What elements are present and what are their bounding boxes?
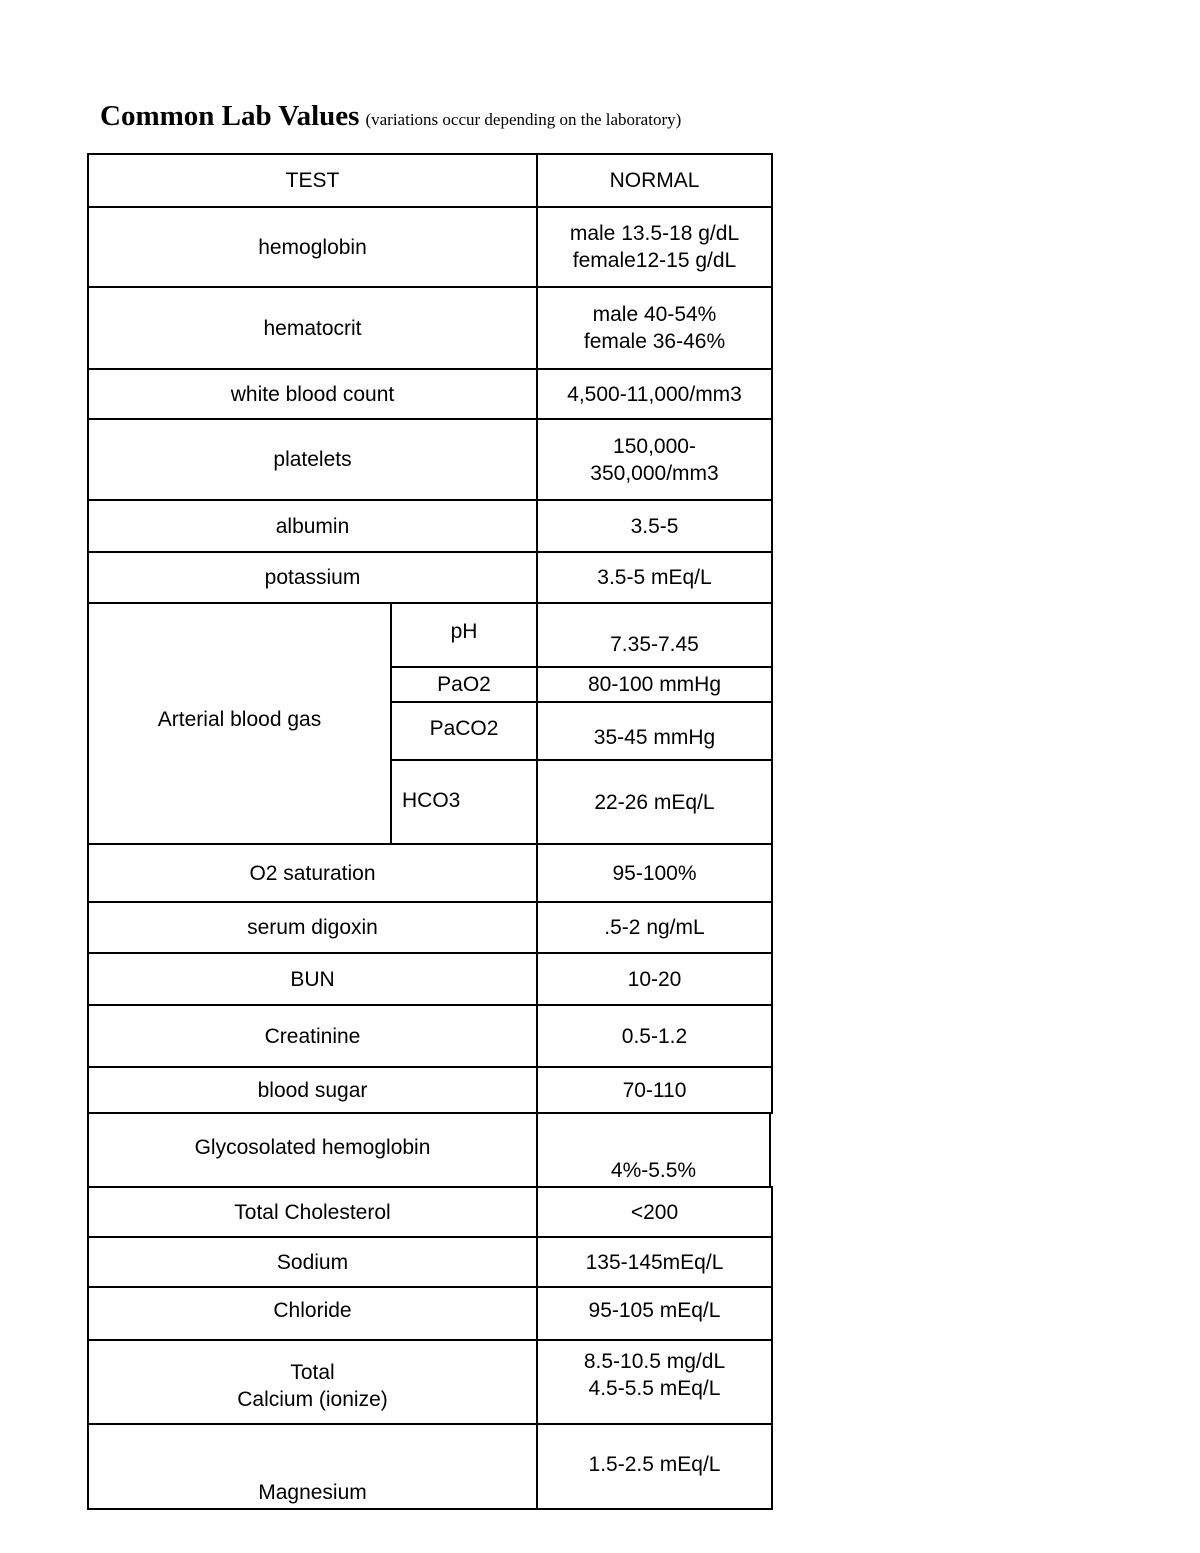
- abg-ph-label: pH: [390, 602, 538, 668]
- test-magnesium: Magnesium: [87, 1423, 538, 1510]
- test-arterial-blood-gas: Arterial blood gas: [87, 602, 392, 845]
- normal-o2-saturation: 95-100%: [536, 843, 773, 903]
- normal-magnesium: 1.5-2.5 mEq/L: [536, 1423, 773, 1510]
- normal-potassium: 3.5-5 mEq/L: [536, 551, 773, 604]
- test-chloride: Chloride: [87, 1286, 538, 1341]
- test-bun: BUN: [87, 952, 538, 1006]
- test-sodium: Sodium: [87, 1236, 538, 1288]
- page-title: [100, 100, 681, 133]
- normal-blood-sugar: 70-110: [536, 1066, 773, 1114]
- header-normal: NORMAL: [536, 153, 773, 208]
- test-serum-digoxin: serum digoxin: [87, 901, 538, 954]
- normal-serum-digoxin: .5-2 ng/mL: [536, 901, 773, 954]
- abg-hco3-normal: 22-26 mEq/L: [536, 759, 773, 845]
- normal-platelets: 150,000- 350,000/mm3: [536, 418, 773, 501]
- normal-white-blood-count: 4,500-11,000/mm3: [536, 368, 773, 420]
- test-creatinine: Creatinine: [87, 1004, 538, 1068]
- test-albumin: albumin: [87, 499, 538, 553]
- normal-creatinine: 0.5-1.2: [536, 1004, 773, 1068]
- lab-values-table: [87, 153, 773, 1510]
- test-blood-sugar: blood sugar: [87, 1066, 538, 1114]
- abg-pao2-label: PaO2: [390, 666, 538, 703]
- test-total-cholesterol: Total Cholesterol: [87, 1186, 538, 1238]
- test-white-blood-count: white blood count: [87, 368, 538, 420]
- abg-hco3-label: HCO3: [390, 759, 538, 845]
- test-platelets: platelets: [87, 418, 538, 501]
- normal-albumin: 3.5-5: [536, 499, 773, 553]
- normal-hemoglobin: male 13.5-18 g/dL female12-15 g/dL: [536, 206, 773, 288]
- header-test: TEST: [87, 153, 538, 208]
- test-hematocrit: hematocrit: [87, 286, 538, 370]
- normal-sodium: 135-145mEq/L: [536, 1236, 773, 1288]
- abg-paco2-label: PaCO2: [390, 701, 538, 761]
- abg-paco2-normal: 35-45 mmHg: [536, 701, 773, 761]
- title-main: Common Lab Values: [100, 100, 360, 132]
- test-hemoglobin: hemoglobin: [87, 206, 538, 288]
- normal-bun: 10-20: [536, 952, 773, 1006]
- normal-hematocrit: male 40-54% female 36-46%: [536, 286, 773, 370]
- normal-total-calcium: 8.5-10.5 mg/dL 4.5-5.5 mEq/L: [536, 1339, 773, 1425]
- abg-pao2-normal: 80-100 mmHg: [536, 666, 773, 703]
- abg-ph-normal: 7.35-7.45: [536, 602, 773, 668]
- normal-total-cholesterol: <200: [536, 1186, 773, 1238]
- test-o2-saturation: O2 saturation: [87, 843, 538, 903]
- test-potassium: potassium: [87, 551, 538, 604]
- title-subtitle: (variations occur depending on the laboratory): [365, 110, 682, 129]
- test-total-calcium: Total Calcium (ionize): [87, 1339, 538, 1425]
- test-glycosolated-hemoglobin: Glycosolated hemoglobin: [87, 1112, 538, 1188]
- normal-glycosolated-hemoglobin: 4%-5.5%: [536, 1112, 771, 1188]
- normal-chloride: 95-105 mEq/L: [536, 1286, 773, 1341]
